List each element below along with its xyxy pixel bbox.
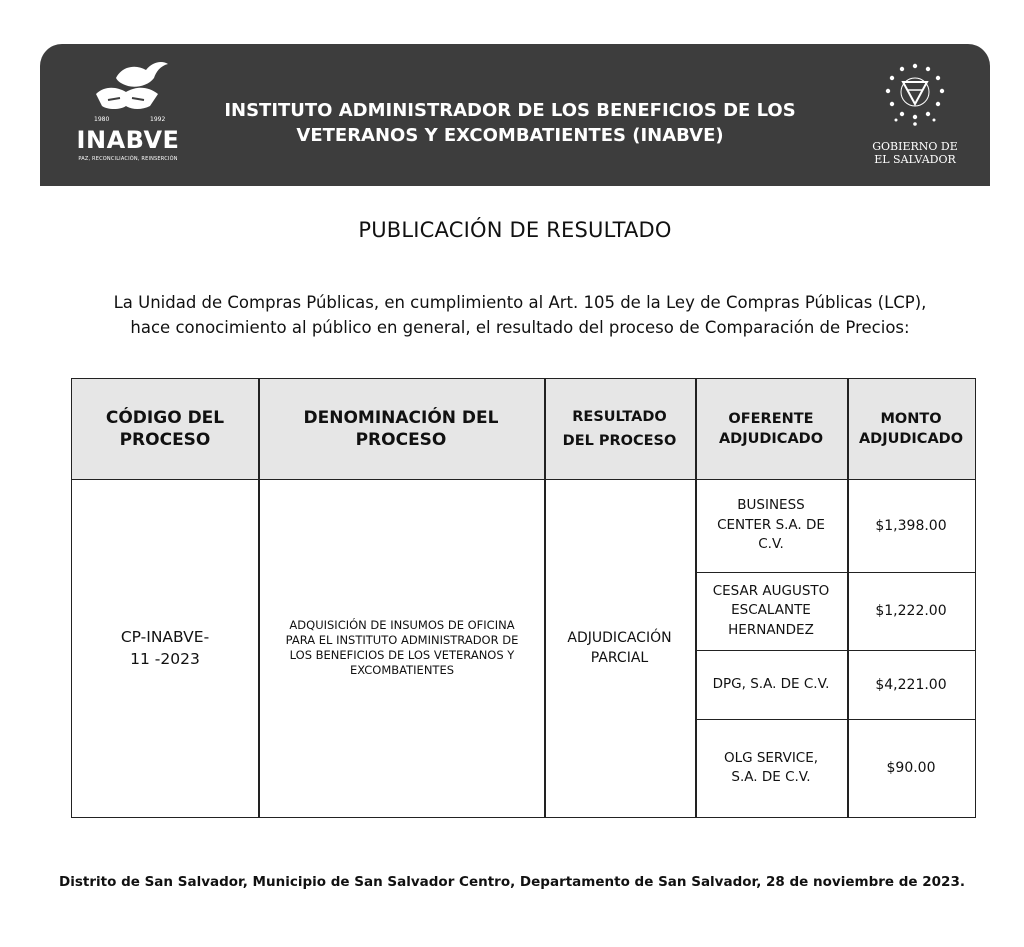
brand-slogan: PAZ, RECONCILIACIÓN, REINSERCIÓN [78, 156, 178, 162]
government-label-line1: GOBIERNO DE [872, 140, 958, 153]
header-codigo-line2: PROCESO [119, 430, 211, 450]
government-label-line2: EL SALVADOR [874, 153, 956, 166]
table-row-oferente [695, 719, 847, 817]
header-resultado-line1: RESULTADO [572, 409, 667, 425]
dove-handshake-icon [86, 60, 170, 120]
process-denomination [262, 479, 542, 817]
table-row-monto: $1,398.00 [875, 517, 947, 534]
inabve-logo [72, 58, 184, 168]
header-oferente-line1: OFERENTE [728, 411, 814, 427]
government-logo [860, 60, 970, 170]
institution-title-line1: INSTITUTO ADMINISTRADOR DE LOS BENEFICIOS DE LOS [224, 100, 796, 121]
header-denom-line1: DENOMINACIÓN DEL [303, 408, 499, 428]
denomination-line2: PARA EL INSTITUTO ADMINISTRADOR DE [285, 633, 519, 647]
header-monto-line1: MONTO [880, 411, 942, 427]
process-code-line2: 11 -2023 [130, 650, 200, 668]
results-table [71, 378, 976, 818]
process-code [72, 479, 258, 817]
header-resultado [544, 379, 695, 479]
intro-paragraph [20, 290, 1020, 340]
oferente-line: BUSINESS [737, 497, 805, 514]
header-monto [847, 379, 975, 479]
header-oferente-line2: ADJUDICADO [718, 431, 824, 447]
denomination-line3: LOS BENEFICIOS DE LOS VETERANOS Y [289, 648, 515, 662]
header-monto-line2: ADJUDICADO [858, 431, 964, 447]
process-code-line1: CP-INABVE- [120, 628, 210, 646]
footer-location-date: Distrito de San Salvador, Municipio de San Salvador Centro, Departamento de San Salvador, 28 de noviembre de 2023. [59, 874, 965, 890]
process-result [544, 479, 695, 817]
oferente-line: DPG, S.A. DE C.V. [712, 675, 830, 692]
process-result-line1: ADJUDICACIÓN [567, 630, 672, 646]
table-row-oferente [695, 650, 847, 719]
intro-line2: hace conocimiento al público en general, el resultado del proceso de Comparación de Precios: [130, 318, 910, 337]
process-result-line2: PARCIAL [590, 650, 649, 666]
header-codigo-line1: CÓDIGO DEL [105, 408, 225, 428]
header-codigo [72, 379, 258, 479]
header-banner [40, 44, 990, 186]
header-denominacion [258, 379, 544, 479]
year-end: 1992 [150, 116, 166, 123]
table-row-oferente [695, 479, 847, 572]
page-title: PUBLICACIÓN DE RESULTADO [358, 218, 672, 242]
table-row-monto: $4,221.00 [875, 676, 947, 693]
oferente-line: S.A. DE C.V. [731, 769, 811, 785]
institution-title-line2: VETERANOS Y EXCOMBATIENTES (INABVE) [296, 125, 724, 146]
denomination-line4: EXCOMBATIENTES [349, 663, 455, 677]
institution-title [200, 98, 820, 148]
table-row-monto: $1,222.00 [875, 603, 947, 619]
oferente-line: CENTER S.A. DE [717, 516, 825, 533]
brand-name: INABVE [76, 126, 180, 154]
oferente-line: HERNANDEZ [728, 621, 814, 638]
year-start: 1980 [94, 116, 110, 123]
table-row-monto: $90.00 [886, 760, 936, 776]
oferente-line: ESCALANTE [731, 602, 811, 619]
table-row-oferente [695, 572, 847, 650]
coat-of-arms-icon [878, 60, 952, 130]
intro-line1: La Unidad de Compras Públicas, en cumplimiento al Art. 105 de la Ley de Compras Públicas (LCP), [113, 293, 927, 312]
header-denom-line2: PROCESO [355, 430, 447, 450]
denomination-line1: ADQUISICIÓN DE INSUMOS DE OFICINA [289, 618, 515, 632]
header-oferente [695, 379, 847, 479]
oferente-line: C.V. [758, 536, 784, 553]
oferente-line: OLG SERVICE, [723, 749, 819, 766]
oferente-line: CESAR AUGUSTO [712, 582, 830, 599]
government-label [860, 140, 970, 166]
header-resultado-line2: DEL PROCESO [562, 433, 677, 449]
